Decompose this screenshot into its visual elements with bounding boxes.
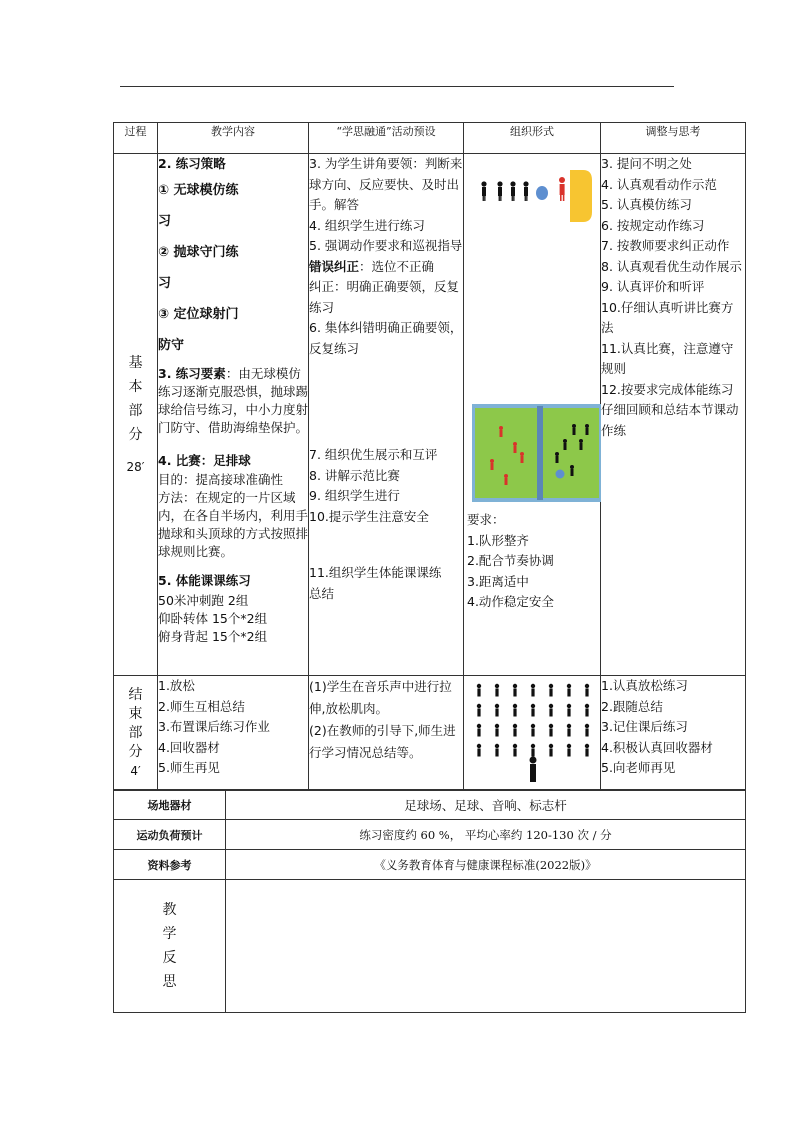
student-icon: [567, 724, 571, 737]
net-icon: [537, 406, 543, 500]
lesson-plan-table: [113, 122, 746, 791]
relax-formation-diagram: [464, 676, 601, 786]
elements-text: ：由无球模仿练习逐渐克服恐惧，抛球踢球给信号练习，中小力度射门防守、借助海绵垫保护。: [158, 365, 309, 435]
player-icon: [563, 439, 567, 450]
basic-activity-cell: [309, 154, 464, 676]
player-icon: [504, 474, 508, 485]
reflection-content: [226, 880, 746, 1013]
header-process: 过程: [114, 123, 158, 154]
reference-value: 《义务教育体育与健康课程标准(2022版)》: [226, 850, 746, 880]
player-row: [481, 181, 528, 201]
student-icon: [477, 724, 481, 737]
activity-bold-1: 错误纠正: [309, 258, 360, 274]
basic-section-row: [114, 154, 746, 676]
student-icon: [549, 684, 553, 697]
student-icon: [495, 704, 499, 717]
reference-label: 资料参考: [114, 850, 226, 880]
reflection-row: [114, 880, 746, 1013]
ball-icon: [536, 186, 548, 200]
player-icon: [523, 181, 528, 201]
goalkeeper-drill-figure: [464, 154, 600, 404]
ending-section-label: 结 束 部 分: [128, 687, 143, 760]
header-row: [114, 123, 746, 154]
ending-organization-cell: [464, 676, 601, 791]
top-rule: [120, 86, 674, 87]
strategy-items: ① 无球模仿练 习 ② 抛球守门练 习 ③ 定位球射门 防守: [158, 182, 239, 353]
student-icon: [531, 684, 535, 697]
elements-title: 3. 练习要素: [158, 365, 226, 381]
player-icon: [572, 424, 576, 435]
student-icon: [477, 704, 481, 717]
basic-duration: 28′: [126, 459, 145, 474]
header-organization: 组织形式: [464, 123, 601, 154]
ending-adjust-cell: 1.认真放松练习 2.跟随总结 3.记住课后练习 4.积极认真回收器材 5.向老师再见: [601, 676, 746, 791]
activity-text-1: 3. 为学生讲角要领：判断来球方向、反应要快、及时出手。解答 4. 组织学生进行练习 5. 强调动作要求和巡视指导: [309, 156, 463, 253]
ending-section-cell: [114, 676, 158, 791]
student-icon: [495, 684, 499, 697]
ending-section-row: [114, 676, 746, 791]
venue-row: [114, 790, 746, 820]
match-title: 4. 比赛：足排球: [158, 452, 251, 468]
student-icon: [495, 724, 499, 737]
goal-icon: [570, 170, 592, 222]
activity-block-3: 11.组织学生体能课课练 总结: [309, 565, 442, 601]
student-icon: [585, 684, 589, 697]
activity-block-2: 7. 组织优生展示和互评 8. 讲解示范比赛 9. 组织学生进行 10.提示学生注意安全: [309, 447, 438, 524]
player-icon: [570, 465, 574, 476]
student-icon: [531, 744, 535, 757]
player-icon: [481, 181, 486, 201]
organization-requirements: 要求： 1.队形整齐 2.配合节奏协调 3.距离适中 4.动作稳定安全: [467, 512, 554, 609]
basic-organization-cell: [464, 154, 601, 676]
student-icon: [477, 684, 481, 697]
student-icon: [531, 724, 535, 737]
player-icon: [585, 424, 589, 435]
fitness-title: 5. 体能课课练习: [158, 573, 251, 588]
basic-section-cell: [114, 154, 158, 676]
student-icon: [567, 704, 571, 717]
basic-section-label: 基 本 部 分: [128, 354, 143, 443]
basic-adjust-cell: 3. 提问不明之处 4. 认真观看动作示范 5. 认真模仿练习 6. 按规定动作练习 7. 按教师要求纠正动作 8. 认真观看优生动作展示 9. 认真评价和听评 10.仔细认真听讲比赛方法 11.认真比赛，注意遵守规则 12.按要求完成体能练习 仔细回顾和总结本节课动作练: [601, 154, 746, 676]
load-label: 运动负荷预计: [114, 820, 226, 850]
student-icon: [585, 704, 589, 717]
student-icon: [585, 724, 589, 737]
student-icon: [567, 744, 571, 757]
elements-block: [158, 365, 308, 437]
header-adjust: 调整与思考: [601, 123, 746, 154]
header-content: 教学内容: [158, 123, 309, 154]
ending-content-cell: 1.放松 2.师生互相总结 3.布置课后练习作业 4.回收器材 5.师生再见: [158, 676, 309, 791]
player-icon: [513, 442, 517, 453]
student-icon: [513, 684, 517, 697]
student-icon: [531, 704, 535, 717]
student-icon: [549, 704, 553, 717]
student-icon: [585, 744, 589, 757]
student-icon: [513, 704, 517, 717]
student-icon: [477, 744, 481, 757]
load-value: 练习密度约 60 %， 平均心率约 120-130 次 / 分: [226, 820, 746, 850]
strategy-title: 2. 练习策略: [158, 156, 226, 171]
reflection-label: 教 学 反 思: [162, 902, 177, 990]
fitness-text: 50米冲刺跑 2组 仰卧转体 15个*2组 俯身背起 15个*2组: [158, 592, 268, 644]
ending-duration: 4′: [130, 764, 141, 778]
venue-label: 场地器材: [114, 790, 226, 820]
player-icon: [490, 459, 494, 470]
goalkeeper-drill-diagram: [464, 154, 601, 404]
player-icon: [579, 439, 583, 450]
football-volleyball-field: [464, 404, 601, 504]
player-icon: [497, 181, 502, 201]
match-field-figure: [464, 404, 600, 504]
player-icon: [499, 426, 503, 437]
student-icon: [513, 744, 517, 757]
player-icon: [510, 181, 515, 201]
basic-content-cell: [158, 154, 309, 676]
activity-rest-1: ：选位不正确 纠正：明确正确要领，反复练习 6. 集体纠错明确正确要领，反复练习: [309, 258, 463, 356]
venue-value: 足球场、足球、音响、标志杆: [226, 790, 746, 820]
student-icon: [495, 744, 499, 757]
reference-row: [114, 850, 746, 880]
player-icon: [520, 452, 524, 463]
student-icon: [567, 684, 571, 697]
teacher-icon: [530, 757, 537, 783]
student-icon: [513, 724, 517, 737]
student-icon: [549, 744, 553, 757]
header-activity: “学思融通”活动预设: [309, 123, 464, 154]
activity-block-1: [309, 154, 463, 359]
reflection-label-cell: [114, 880, 226, 1013]
student-icon: [549, 724, 553, 737]
player-icon: [555, 452, 559, 463]
ending-activity-cell: (1)学生在音乐声中进行拉伸,放松肌肉。 (2)在教师的引导下,师生进行学习情况总结等。: [309, 676, 464, 791]
footer-table: [113, 789, 746, 1013]
ball-icon: [556, 470, 565, 479]
load-row: [114, 820, 746, 850]
goalkeeper-icon: [559, 177, 565, 201]
match-text: 目的：提高接球准确性 方法：在规定的一片区域内，在各自半场内，利用手抛球和头顶球的方式按照排球规则比赛。: [158, 472, 309, 559]
